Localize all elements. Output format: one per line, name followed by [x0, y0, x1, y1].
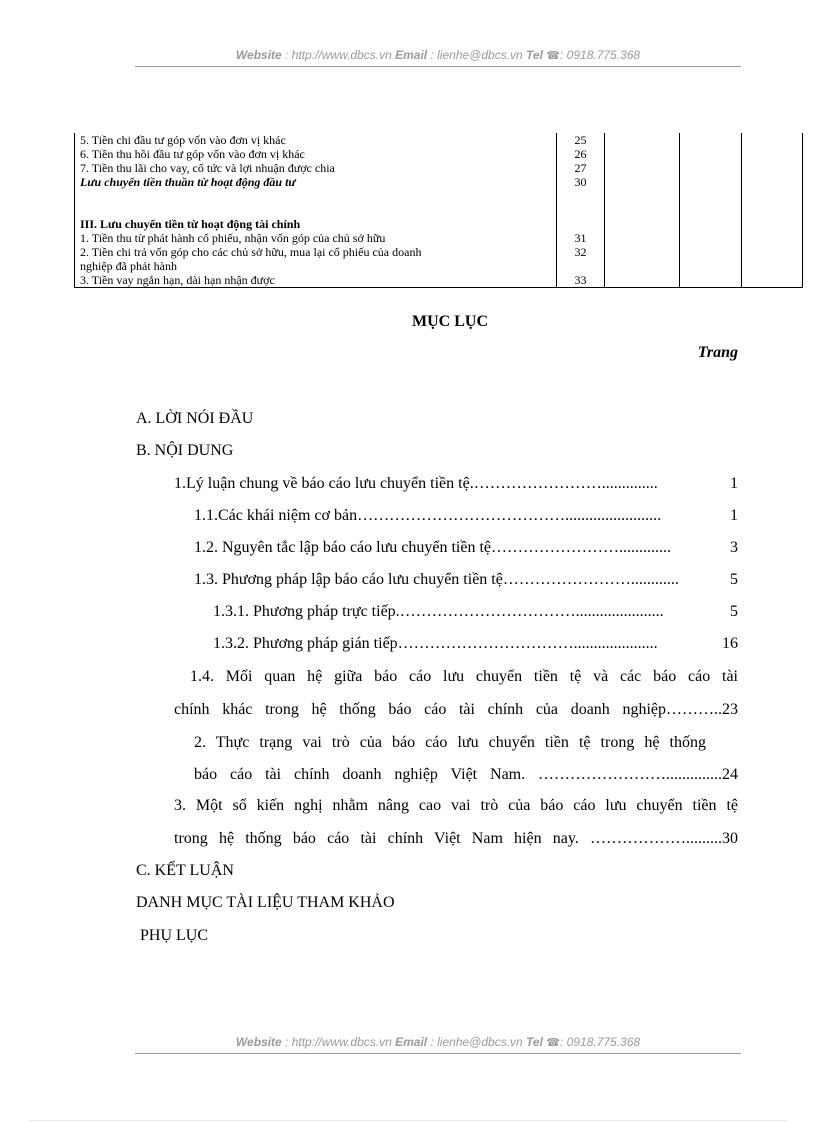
toc-entry: [213, 602, 738, 622]
email-value: : lienhe@dbcs.vn: [430, 1035, 523, 1049]
row-code: 30: [557, 175, 605, 189]
row-label: 7. Tiền thu lãi cho vay, cổ tức và lợi nhuận được chia: [75, 161, 557, 175]
toc-title: MỤC LỤC: [412, 313, 488, 330]
toc-entry: [194, 506, 738, 526]
toc-entry-text: 1.3.1. Phương pháp trực tiếp.: [213, 603, 400, 620]
toc-entry: [194, 538, 738, 558]
header-rule: [135, 66, 741, 67]
toc-entry-references: DANH MỤC TÀI LIỆU THAM KHẢO: [136, 894, 395, 911]
toc-entry-text: 1.3. Phương pháp lập báo cáo lưu chuyển tiền tệ: [194, 571, 503, 588]
toc-page-number: 3: [730, 539, 738, 556]
toc-leader: …………………………….....................: [397, 635, 658, 652]
tel-value: : 0918.775.368: [560, 48, 641, 62]
table-row: [75, 147, 803, 161]
tel-label: Tel: [526, 48, 543, 62]
phone-icon: ☎: [546, 1037, 560, 1049]
toc-entry-a: A. LỜI NÓI ĐẦU: [136, 410, 254, 427]
toc-entry-text: 1.Lý luận chung về báo cáo lưu chuyển tiền tệ.: [174, 475, 474, 492]
toc-leader: …………………………………........................: [357, 507, 662, 524]
section-heading: III. Lưu chuyển tiền từ hoạt động tài chính: [75, 217, 557, 231]
table-row: [75, 133, 803, 147]
toc-entry-appendix: PHỤ LỤC: [140, 927, 209, 944]
toc-entry-text: 2. Thực trạng vai trò của báo cáo lưu chuyển tiền tệ trong hệ thống: [194, 734, 706, 751]
toc-page-number: 5: [730, 571, 738, 588]
toc-entry-text: trong hệ thống báo cáo tài chính Việt Nam hiện nay. ……………….........30: [174, 830, 738, 847]
toc-leader: ……………………............: [502, 571, 679, 588]
website-value: : http://www.dbcs.vn: [285, 1035, 392, 1049]
tel-label: Tel: [526, 1035, 543, 1049]
table-row: [75, 189, 803, 217]
footer-rule: [135, 1053, 741, 1054]
table-row: [75, 175, 803, 189]
website-label: Website: [235, 48, 282, 62]
row-code: 26: [557, 147, 605, 161]
table-row: [75, 217, 803, 231]
row-code: 33: [557, 273, 605, 288]
page-column-label: Trang: [697, 344, 738, 361]
row-label: 5. Tiền chi đầu tư góp vốn vào đơn vị khác: [75, 133, 557, 147]
table-row: [75, 273, 803, 288]
toc-entry: [213, 634, 738, 654]
website-label: Website: [235, 1035, 282, 1049]
table-row: [75, 161, 803, 175]
toc-entry: [194, 570, 738, 590]
table-row: [75, 245, 803, 273]
toc-entry-c: C. KẾT LUẬN: [136, 862, 234, 879]
toc-entry-text: chính khác trong hệ thống báo cáo tài chính của doanh nghiệp………..23: [174, 701, 738, 718]
toc-page-number: 5: [730, 603, 738, 620]
website-value: : http://www.dbcs.vn: [285, 48, 392, 62]
toc-entry-text: báo cáo tài chính doanh nghiệp Việt Nam. ……………………..............24: [194, 766, 738, 783]
row-code: 27: [557, 161, 605, 175]
row-label: [75, 245, 557, 273]
row-label-line: nghiệp đã phát hành: [80, 259, 177, 273]
toc-page-number: 1: [730, 507, 738, 524]
row-code: 32: [557, 245, 605, 273]
phone-icon: ☎: [546, 50, 560, 62]
toc-entry-text: 1.2. Nguyên tắc lập báo cáo lưu chuyển tiền tệ: [194, 539, 492, 556]
email-label: Email: [395, 48, 428, 62]
row-code: 25: [557, 133, 605, 147]
row-label: 1. Tiền thu từ phát hành cổ phiếu, nhận vốn góp của chủ sở hữu: [75, 231, 557, 245]
email-label: Email: [395, 1035, 428, 1049]
row-label-line: 2. Tiền chi trả vốn góp cho các chủ sở hữu, mua lại cổ phiếu của doanh: [80, 245, 422, 259]
table-row: [75, 231, 803, 245]
cash-flow-table: [74, 133, 803, 288]
toc-leader: ……………………………......................: [399, 603, 664, 620]
email-value: : lienhe@dbcs.vn: [430, 48, 523, 62]
row-label: 6. Tiền thu hồi đầu tư góp vốn vào đơn vị khác: [75, 147, 557, 161]
toc-leader: ……………………..............: [473, 475, 658, 492]
page-edge-divider: [30, 1120, 786, 1121]
tel-value: : 0918.775.368: [560, 1035, 641, 1049]
row-code: 31: [557, 231, 605, 245]
toc-page-number: 16: [722, 635, 738, 652]
toc-page-number: 1: [730, 475, 738, 492]
toc-entry-text: 3. Một số kiến nghị nhằm nâng cao vai trò của báo cáo lưu chuyển tiền tệ: [174, 797, 738, 814]
page-footer: [135, 1035, 741, 1049]
toc-entry-b: B. NỘI DUNG: [136, 442, 234, 459]
row-label: Lưu chuyển tiền thuần từ hoạt động đầu tư: [75, 175, 557, 189]
row-label: 3. Tiền vay ngắn hạn, dài hạn nhận được: [75, 273, 557, 288]
row-code: [557, 217, 605, 231]
page-header: [135, 48, 741, 62]
toc-entry: [174, 474, 738, 494]
toc-entry-text: 1.1.Các khái niệm cơ bản: [194, 507, 358, 524]
toc-entry-text: 1.4. Mối quan hệ giữa báo cáo lưu chuyển tiền tệ và các báo cáo tài: [190, 668, 738, 685]
toc-entry-text: 1.3.2. Phương pháp gián tiếp: [213, 635, 398, 652]
toc-leader: …………………….............: [491, 539, 672, 556]
